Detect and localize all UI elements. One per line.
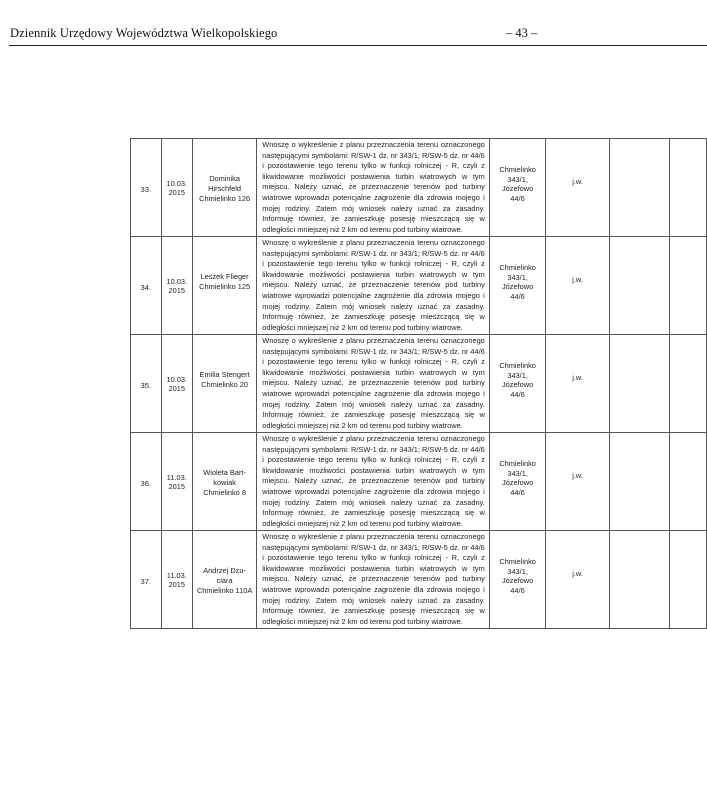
applicant [193, 237, 256, 292]
parcel-line: 343/1, [507, 370, 528, 380]
empty-cell [670, 335, 707, 433]
applicant-line: Chmielinko 110A [196, 586, 253, 595]
request-text-cell [257, 139, 490, 237]
row-number: 34. [140, 283, 152, 292]
empty-cell [609, 139, 670, 237]
page-number: – 43 – [506, 26, 538, 40]
date-line: 10.03. [166, 277, 188, 286]
applicant-line: Chmielinko 20 [201, 380, 249, 389]
request-text-cell [257, 335, 490, 433]
date-line: 11.03. [166, 571, 187, 580]
request-text: Wnoszę o wykreślenie z planu przeznaczenia terenu oznaczonego następującymi symbolami: R/SW-1 dz. nr 343/1; R/SW-5 dz. nr 44/6 i pozostawienie tego terenu tylko w funkcji rolniczej - R, czyli z likwidowanie możliwości postawienia turbin wiatrowych w tym miejscu. Należy uznać, że przeznaczenie terenów pod turbiny wiatrowe wprowadzi potencjalne zagrożenie dla zdrowia mojego i mojej rodziny. Zatem mój wniosek należy uznać za zasadny. Informuję również, że zamieszkuję posesję mieszczącą się w odległości mniejszej niż 2 km od terenu pod turbiny wiatrowe. [262, 238, 485, 332]
parcel-designation [490, 237, 546, 301]
empty-cell [670, 433, 707, 531]
parcel-line: 343/1, [507, 468, 528, 478]
applicant [193, 335, 256, 390]
row-number-cell [131, 531, 162, 629]
date [162, 139, 192, 197]
date-cell [161, 335, 192, 433]
reference-cell [546, 335, 609, 433]
date-cell [161, 237, 192, 335]
submissions-table-body [131, 139, 707, 629]
parcel-line: Chmielinko [499, 557, 536, 566]
parcel-line: 44/6 [510, 487, 525, 497]
reference-cell [546, 433, 609, 531]
empty-cell [609, 335, 670, 433]
date-line: 2015 [168, 482, 185, 491]
row-number: 33. [140, 185, 152, 194]
journal-title: Dziennik Urzędowy Województwa Wielkopolskiego [10, 26, 278, 40]
parcel-line: 343/1, [507, 566, 528, 576]
applicant-line: Emilia Stengert [199, 370, 250, 379]
reference-cell [546, 531, 609, 629]
header-divider [9, 45, 707, 46]
parcel-line: 44/6 [510, 389, 525, 399]
date-line: 11.03. [166, 473, 187, 482]
parcel-designation [490, 531, 546, 595]
parcel-line: Józefowo [501, 184, 534, 194]
page-header [10, 26, 707, 44]
empty-cell [609, 531, 670, 629]
applicant-cell [192, 531, 256, 629]
parcel-designation [490, 335, 546, 399]
row-number: 37. [140, 577, 152, 586]
empty-cell [670, 531, 707, 629]
applicant-cell [192, 139, 256, 237]
parcel-line: Józefowo [501, 380, 534, 390]
request-text: Wnoszę o wykreślenie z planu przeznaczenia terenu oznaczonego następującymi symbolami: R/SW-1 dz. nr 343/1; R/SW-5 dz. nr 44/6 i pozostawienie tego terenu tylko w funkcji rolniczej - R, czyli z likwidowanie możliwości postawienia turbin wiatrowych w tym miejscu. Należy uznać, że przeznaczenie terenów pod turbiny wiatrowe wprowadzi potencjalne zagrożenie dla zdrowia mojego i mojej rodziny. Zatem mój wniosek należy uznać za zasadny. Informuję również, że zamieszkuję posesję mieszczącą się w odległości mniejszej niż 2 km od terenu pod turbiny wiatrowe. [262, 434, 485, 528]
parcel-line: Chmielinko [499, 361, 536, 370]
applicant-cell [192, 433, 256, 531]
request-text: Wnoszę o wykreślenie z planu przeznaczenia terenu oznaczonego następującymi symbolami: R/SW-1 dz. nr 343/1; R/SW-5 dz. nr 44/6 i pozostawienie tego terenu tylko w funkcji rolniczej - R, czyli z likwidowanie możliwości postawienia turbin wiatrowych w tym miejscu. Należy uznać, że przeznaczenie terenów pod turbiny wiatrowe wprowadzi potencjalne zagrożenie dla zdrowia mojego i mojej rodziny. Zatem mój wniosek należy uznać za zasadny. Informuję również, że zamieszkuję posesję mieszczącą się w odległości mniejszej niż 2 km od terenu pod turbiny wiatrowe. [262, 532, 485, 626]
reference-cell [546, 139, 609, 237]
parcel-line: 44/6 [510, 193, 525, 203]
parcel-cell [489, 237, 546, 335]
empty-cell [670, 139, 707, 237]
parcel-line: Józefowo [501, 478, 534, 488]
date [162, 531, 192, 589]
parcel-cell [489, 335, 546, 433]
date-line: 2015 [168, 286, 185, 295]
applicant-line: ciara [216, 576, 233, 585]
parcel-cell [489, 433, 546, 531]
applicant-line: Leszek Flieger [200, 272, 249, 281]
applicant-line: Dominika [209, 174, 240, 183]
reference-note: j.w. [572, 569, 583, 578]
parcel-line: Chmielinko [499, 165, 536, 174]
date-cell [161, 531, 192, 629]
date-cell [161, 139, 192, 237]
parcel-line: Chmielinko [499, 459, 536, 468]
empty-cell [609, 237, 670, 335]
row-number-cell [131, 433, 162, 531]
request-text-cell [257, 531, 490, 629]
applicant-line: Chmielinko 125 [199, 282, 251, 291]
applicant-cell [192, 237, 256, 335]
parcel-designation [490, 433, 546, 497]
applicant-line: Chmielinko 8 [203, 488, 246, 497]
parcel-line: Józefowo [501, 576, 534, 586]
parcel-line: 44/6 [510, 291, 525, 301]
applicant [193, 139, 256, 204]
applicant-line: kowiak [213, 478, 236, 487]
reference-note: j.w. [572, 471, 583, 480]
reference-cell [546, 237, 609, 335]
row-number: 35. [140, 381, 152, 390]
applicant-cell [192, 335, 256, 433]
table-row [131, 433, 707, 531]
parcel-cell [489, 139, 546, 237]
date [162, 433, 192, 491]
reference-note: j.w. [572, 275, 583, 284]
submissions-table [130, 138, 707, 629]
date-line: 2015 [168, 580, 185, 589]
applicant-line: Hirschfeld [208, 184, 242, 193]
empty-cell [670, 237, 707, 335]
row-number: 36. [140, 479, 152, 488]
applicant-line: Wioleta Bart- [203, 468, 246, 477]
parcel-line: Chmielinko [499, 263, 536, 272]
request-text-cell [257, 237, 490, 335]
date-line: 10.03. [166, 179, 188, 188]
parcel-line: 343/1, [507, 272, 528, 282]
reference-note: j.w. [572, 177, 583, 186]
parcel-line: Józefowo [501, 282, 534, 292]
parcel-cell [489, 531, 546, 629]
parcel-line: 343/1, [507, 174, 528, 184]
row-number-cell [131, 237, 162, 335]
date-line: 10.03. [166, 375, 188, 384]
date-line: 2015 [168, 188, 185, 197]
row-number-cell [131, 139, 162, 237]
request-text: Wnoszę o wykreślenie z planu przeznaczenia terenu oznaczonego następującymi symbolami: R/SW-1 dz. nr 343/1; R/SW-5 dz. nr 44/6 i pozostawienie tego terenu tylko w funkcji rolniczej - R, czyli z likwidowanie możliwości postawienia turbin wiatrowych w tym miejscu. Należy uznać, że przeznaczenie terenów pod turbiny wiatrowe wprowadzi potencjalne zagrożenie dla zdrowia mojego i mojej rodziny. Zatem mój wniosek należy uznać za zasadny. Informuję również, że zamieszkuję posesję mieszczącą się w odległości mniejszej niż 2 km od terenu pod turbiny wiatrowe. [262, 336, 485, 430]
request-text-cell [257, 433, 490, 531]
parcel-designation [490, 139, 546, 203]
date-line: 2015 [168, 384, 185, 393]
reference-note: j.w. [572, 373, 583, 382]
applicant-line: Chmielinko 126 [199, 194, 251, 203]
row-number-cell [131, 335, 162, 433]
applicant [193, 433, 256, 498]
empty-cell [609, 433, 670, 531]
table-row [131, 237, 707, 335]
table-row [131, 139, 707, 237]
table-row [131, 531, 707, 629]
request-text: Wnoszę o wykreślenie z planu przeznaczenia terenu oznaczonego następującymi symbolami: R/SW-1 dz. nr 343/1; R/SW-5 dz. nr 44/6 i pozostawienie tego terenu tylko w funkcji rolniczej - R, czyli z likwidowanie możliwości postawienia turbin wiatrowych w tym miejscu. Należy uznać, że przeznaczenie terenów pod turbiny wiatrowe wprowadzi potencjalne zagrożenie dla zdrowia mojego i mojej rodziny. Zatem mój wniosek należy uznać za zasadny. Informuję również, że zamieszkuję posesję mieszczącą się w odległości mniejszej niż 2 km od terenu pod turbiny wiatrowe. [262, 140, 485, 234]
date [162, 237, 192, 295]
applicant [193, 531, 256, 596]
table-row [131, 335, 707, 433]
date [162, 335, 192, 393]
parcel-line: 44/6 [510, 585, 525, 595]
date-cell [161, 433, 192, 531]
applicant-line: Andrzej Dzu- [203, 566, 246, 575]
